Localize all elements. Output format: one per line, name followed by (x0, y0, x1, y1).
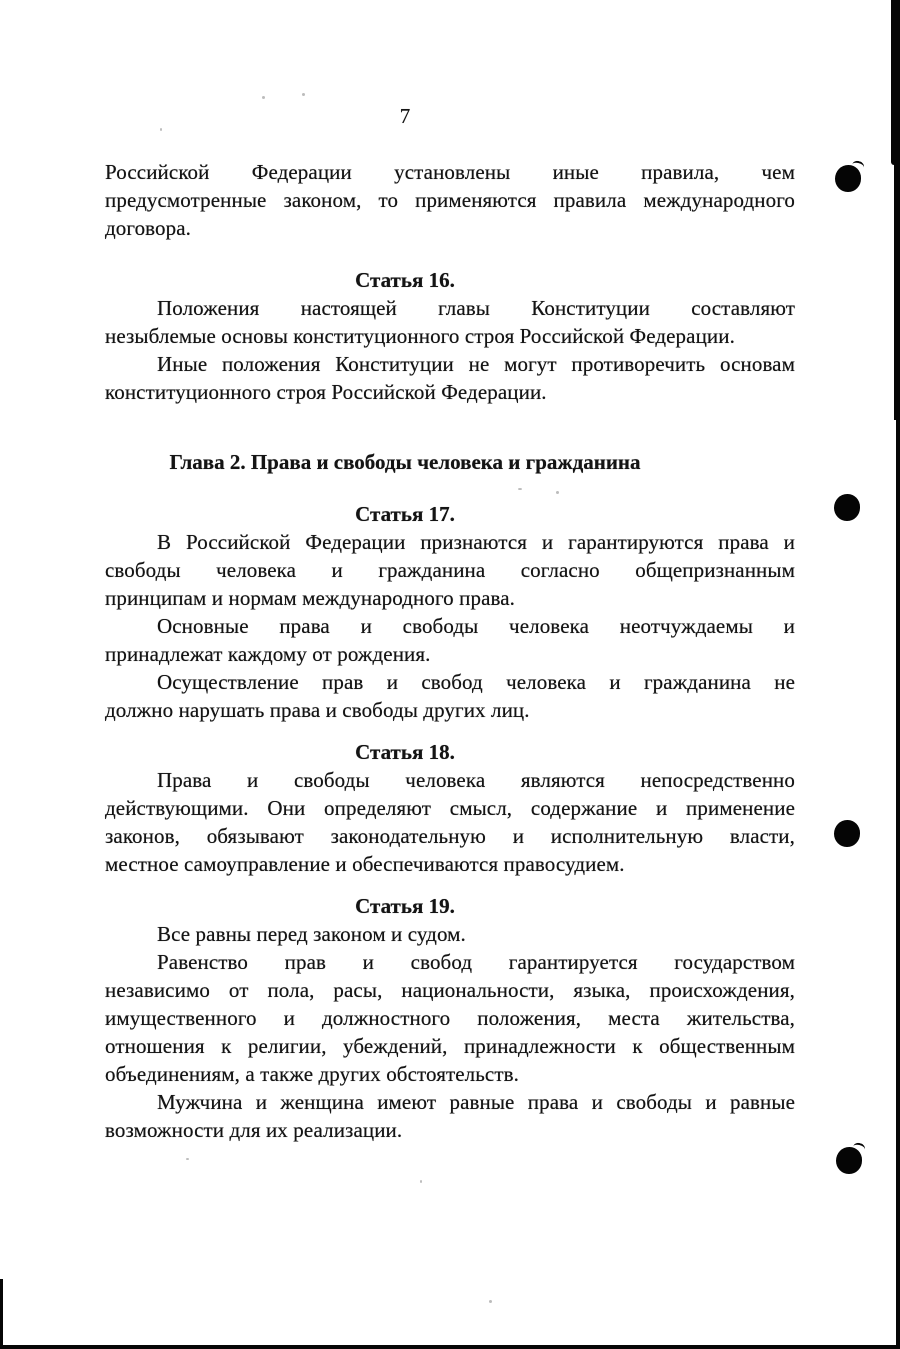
text-line: В Российской Федерации признаются и гарантируются права и (157, 530, 795, 554)
text-line: независимо от пола, расы, национальности, языка, происхождения, (105, 978, 795, 1002)
text-line: Иные положения Конституции не могут противоречить основам (157, 352, 795, 376)
article-16-title-row (105, 266, 795, 294)
text-line: Мужчина и женщина имеют равные права и свободы и равные (157, 1090, 795, 1114)
text-line: Равенство прав и свобод гарантируется государством (157, 950, 795, 974)
text-line: имущественного и должностного положения, места жительства, (105, 1006, 795, 1030)
scan-speck (518, 488, 522, 490)
text-line: местное самоуправление и обеспечиваются правосудием. (105, 852, 625, 876)
text-line: объединениям, а также других обстоятельств. (105, 1062, 519, 1086)
scan-edge-right (891, 0, 900, 165)
text-line: Российской Федерации установлены иные правила, чем (105, 160, 795, 184)
page-number-row (105, 102, 795, 130)
binder-hole-mark (835, 165, 861, 192)
text-line: действующими. Они определяют смысл, содержание и применение (105, 796, 795, 820)
article-16-title: Статья 16. (355, 268, 455, 292)
scan-speck (700, 206, 702, 208)
text-line: Права и свободы человека являются непосредственно (157, 768, 795, 792)
article-16-paragraph-1 (105, 294, 795, 350)
text-line: отношения к религии, убеждений, принадлежности к общественным (105, 1034, 795, 1058)
article-19-paragraph-2 (105, 948, 795, 1088)
text-line: законов, обязывают законодательную и исполнительную власти, (105, 824, 795, 848)
chapter-2-heading-row (105, 448, 795, 476)
text-line: свободы человека и гражданина согласно общепризнанным (105, 558, 795, 582)
scan-edge-bottom (0, 1345, 900, 1349)
scan-speck (489, 1300, 492, 1303)
page-number: 7 (399, 104, 411, 128)
article-17-title-row (105, 500, 795, 528)
scan-speck (160, 128, 162, 131)
scan-speck (302, 93, 305, 96)
scan-edge-bottom-left (0, 1279, 3, 1349)
article-17-paragraph-3 (105, 668, 795, 724)
article-19-title: Статья 19. (355, 894, 455, 918)
binder-hole-mark (836, 1147, 862, 1174)
text-line: возможности для их реализации. (105, 1118, 403, 1142)
article-19-paragraph-1 (105, 920, 795, 948)
text-line: принадлежат каждому от рождения. (105, 642, 431, 666)
binder-hole-mark (834, 494, 860, 521)
text-line: договора. (105, 216, 192, 240)
text-line: предусмотренные законом, то применяются правила международного (105, 188, 795, 212)
article-16-paragraph-2 (105, 350, 795, 406)
article-19-paragraph-3 (105, 1088, 795, 1144)
binder-hole-mark (834, 820, 860, 847)
article-18-title-row (105, 738, 795, 766)
article-18-paragraph-1 (105, 766, 795, 878)
text-line: незыблемые основы конституционного строя Российской Федерации. (105, 324, 735, 348)
scan-speck (186, 1158, 189, 1160)
scan-speck (262, 96, 265, 99)
chapter-2-heading: Глава 2. Права и свободы человека и гражданина (169, 450, 641, 474)
article-19-title-row (105, 892, 795, 920)
text-line: Положения настоящей главы Конституции составляют (157, 296, 795, 320)
article-17-paragraph-1 (105, 528, 795, 612)
text-line: принципам и нормам международного права. (105, 586, 515, 610)
text-line: должно нарушать права и свободы других лиц. (105, 698, 530, 722)
text-line: Все равны перед законом и судом. (157, 922, 466, 946)
scan-speck (420, 1180, 422, 1183)
text-line: Осуществление прав и свобод человека и гражданина не (157, 670, 795, 694)
scan-speck (556, 491, 559, 494)
article-17-title: Статья 17. (355, 502, 455, 526)
article-17-paragraph-2 (105, 612, 795, 668)
article-18-title: Статья 18. (355, 740, 455, 764)
intro-paragraph (105, 158, 795, 242)
text-line: Основные права и свободы человека неотчуждаемы и (157, 614, 795, 638)
text-line: конституционного строя Российской Федерации. (105, 380, 547, 404)
